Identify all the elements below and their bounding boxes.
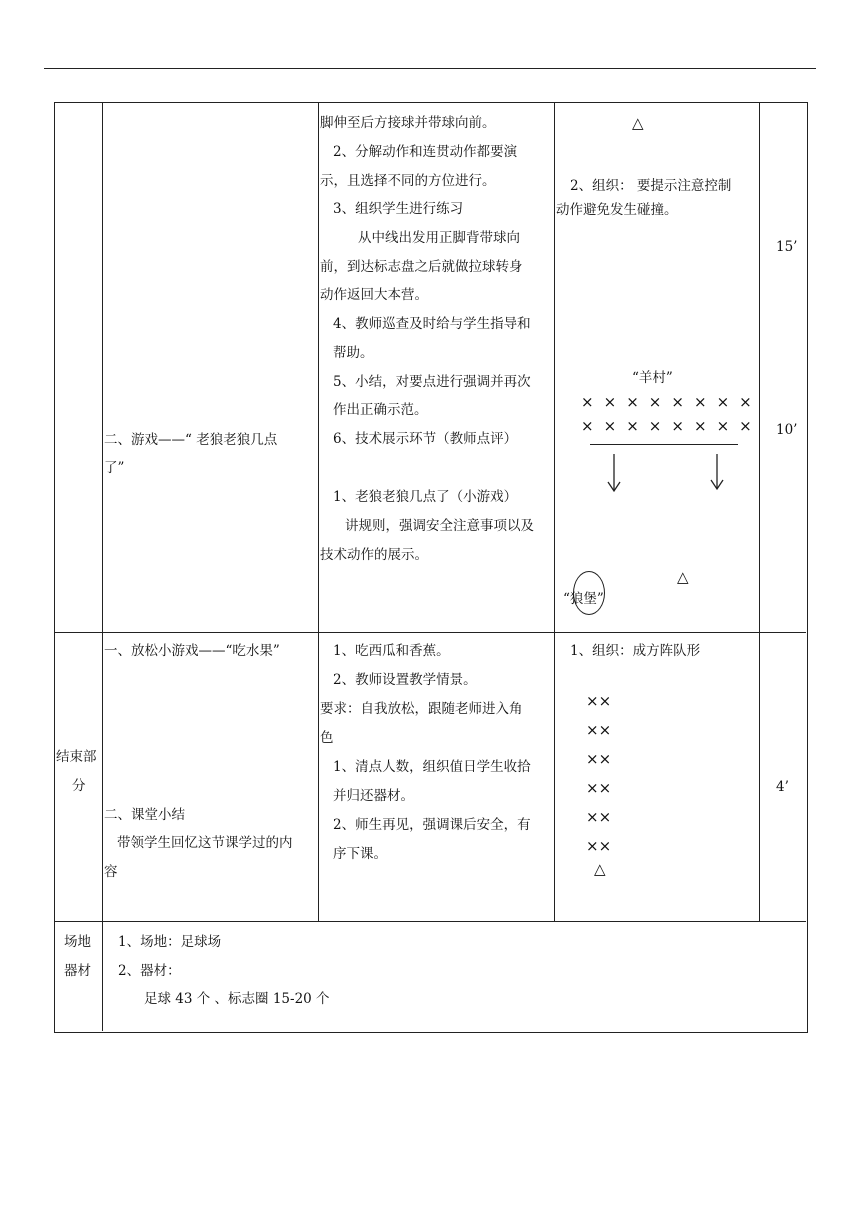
content-line: 并归还器材。 [333, 788, 414, 804]
formation-pair: ×× [586, 692, 612, 710]
content-line: 1、清点人数，组织值日学生收拾 [333, 759, 531, 775]
down-arrow-icon [707, 454, 727, 492]
content-line: 从中线出发用正脚背带球向 [358, 230, 520, 246]
content-line: 1、老狼老狼几点了（小游戏） [333, 489, 518, 505]
time-allocation: 15’ [776, 239, 798, 255]
content-line: 讲规则，强调安全注意事项以及 [345, 518, 534, 534]
wolf-castle-label: “狼堡” [563, 591, 604, 607]
activity-item: 一、放松小游戏——“吃水果” [104, 643, 280, 659]
content-line: 序下课。 [333, 846, 387, 862]
venue-label-cont: 器材 [64, 963, 91, 979]
activity-item: 二、课堂小结 [104, 807, 185, 823]
venue-label: 场地 [64, 934, 91, 950]
content-line: 帮助。 [333, 345, 374, 361]
table-hline-1 [54, 632, 806, 633]
content-line: 1、吃西瓜和香蕉。 [333, 643, 450, 659]
content-line: 动作返回大本营。 [320, 287, 428, 303]
activity-description: 带领学生回忆这节课学过的内 [117, 835, 293, 851]
game-title: 二、游戏——“ 老狼老狼几点 [104, 432, 278, 448]
teacher-triangle-icon: △ [632, 114, 644, 132]
formation-pair: ×× [586, 808, 612, 826]
sheep-village-label: “羊村” [632, 370, 673, 386]
content-line: 作出正确示范。 [333, 402, 428, 418]
game-title-cont: 了” [104, 460, 125, 476]
formation-row: × × × × × × × × [581, 393, 752, 411]
time-allocation: 10’ [776, 422, 798, 438]
teacher-triangle-icon: △ [594, 860, 606, 878]
formation-row: × × × × × × × × [581, 417, 752, 435]
content-line: 2、师生再见，强调课后安全，有 [333, 817, 531, 833]
table-vline-4 [759, 102, 760, 922]
time-allocation: 4’ [776, 779, 789, 795]
formation-pair: ×× [586, 837, 612, 855]
down-arrow-icon [604, 454, 624, 494]
table-vline-3 [554, 102, 555, 922]
content-line: 色 [320, 730, 334, 746]
table-hline-2 [54, 921, 806, 922]
organization-note: 2、组织： 要提示注意控制 [570, 178, 732, 194]
formation-pair: ×× [586, 750, 612, 768]
table-vline-2 [318, 102, 319, 922]
table-vline-1 [102, 102, 103, 1031]
equipment-detail: 足球 43 个 、标志圈 15-20 个 [144, 991, 330, 1007]
content-line: 要求：自我放松，跟随老师进入角 [320, 701, 523, 717]
content-line: 技术动作的展示。 [320, 547, 428, 563]
organization-title: 1、组织：成方阵队形 [570, 643, 701, 659]
equipment-line: 2、器材： [118, 963, 181, 979]
section-label: 结束部 [56, 749, 97, 765]
content-line: 3、组织学生进行练习 [333, 201, 464, 217]
content-line: 前，到达标志盘之后就做拉球转身 [320, 259, 523, 275]
content-line: 6、技术展示环节（教师点评） [333, 431, 518, 447]
content-line: 4、教师巡查及时给与学生指导和 [333, 316, 531, 332]
start-line [590, 444, 738, 445]
content-line: 2、教师设置教学情景。 [333, 672, 477, 688]
organization-note-cont: 动作避免发生碰撞。 [556, 202, 678, 218]
section-label-cont: 分 [72, 778, 86, 794]
content-line: 2、分解动作和连贯动作都要演 [333, 144, 518, 160]
activity-description-cont: 容 [104, 864, 118, 880]
wolf-triangle-icon: △ [677, 568, 689, 586]
content-line: 5、小结，对要点进行强调并再次 [333, 374, 531, 390]
content-line: 示，且选择不同的方位进行。 [320, 173, 496, 189]
venue-line: 1、场地：足球场 [118, 934, 222, 950]
formation-pair: ×× [586, 779, 612, 797]
content-line: 脚伸至后方接球并带球向前。 [320, 115, 496, 131]
page-header-rule [44, 68, 816, 69]
formation-pair: ×× [586, 721, 612, 739]
